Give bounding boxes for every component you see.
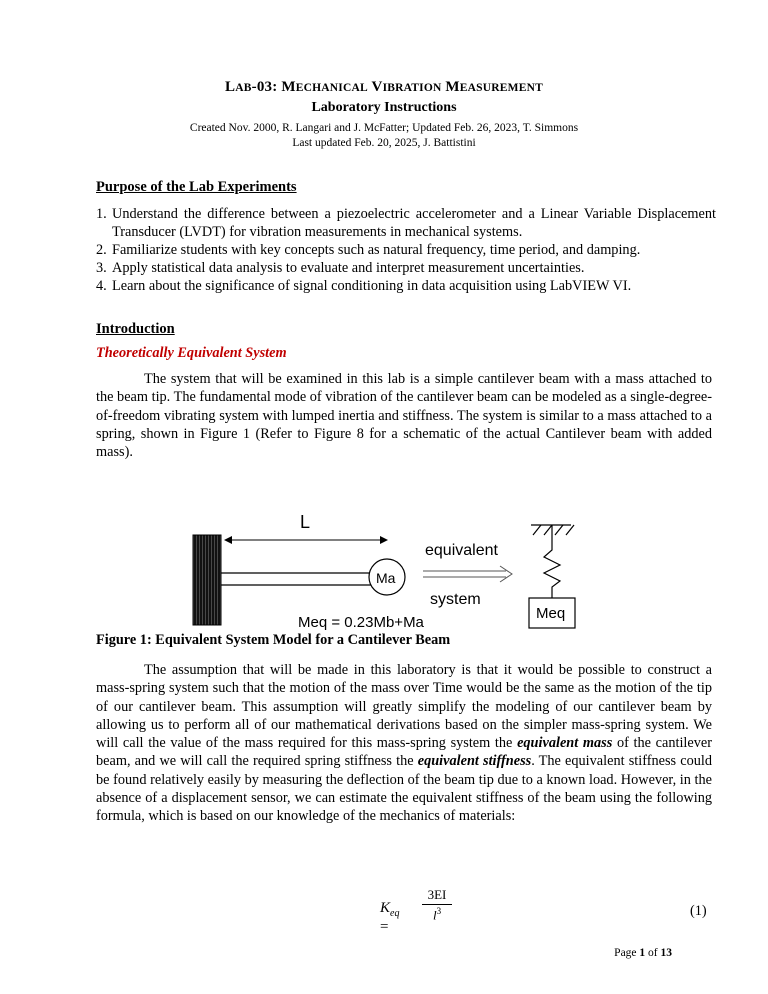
credit-line-1: Created Nov. 2000, R. Langari and J. McFatter; Updated Feb. 26, 2023, T. Simmons [189, 122, 579, 134]
paragraph-text: The assumption that will be made in this laboratory is that it would be possible to construct a mass-spring system such that the motion of the mass over Time would be the same as the motion of the tip of our cantilever beam. This assumption will greatly simplify the modeling of our cantilever beam by allowing us to perform all of our mathematical derivations based on the simpler mass-spring system. We will call the value of the mass required for this mass-spring system the [96, 662, 712, 752]
equation-numerator: 3EI [427, 887, 447, 902]
page-number: 1 [639, 947, 646, 959]
title-part: AB [235, 82, 252, 94]
term-equivalent-mass: equivalent mass [517, 735, 613, 752]
list-text: Learn about the significance of signal conditioning in data acquisition using LabVIEW VI. [112, 278, 632, 294]
equation-lhs [380, 900, 399, 936]
title-part: IBRATION [382, 82, 442, 94]
arrow-head-right [380, 536, 388, 544]
footer-text: of [645, 947, 661, 959]
title-part: ECHANICAL [295, 82, 368, 94]
title-part: M [441, 79, 460, 95]
subscript-eq: eq [390, 908, 400, 919]
list-item [96, 277, 716, 295]
ground-hatch [544, 525, 552, 535]
list-number: 4. [96, 278, 107, 294]
footer-text: Page [614, 947, 640, 959]
ground-hatch [555, 525, 563, 535]
length-label: L [300, 512, 311, 532]
term-equivalent-stiffness: equivalent stiffness [417, 753, 532, 770]
fraction-bar [422, 904, 452, 905]
paragraph-text: of the cantilever beam, and we will call the required spring stiffness the [96, 735, 712, 770]
arrow-head-left [224, 536, 232, 544]
list-item [96, 205, 716, 241]
paragraph-text: . The equivalent stiffness could be found relatively easily by measuring the deflection of the beam tip due to a known load. However, in the absence of a displacement sensor, we can estimate the equivalent stiffness of the beam using the following formula, which is based on our knowledge of the mechanics of materials: [96, 753, 712, 825]
figure-1-caption: Figure 1: Equivalent System Model for a Cantilever Beam [96, 632, 451, 648]
page-footer [614, 947, 672, 959]
title-part: -03: M [251, 79, 296, 95]
equivalent-mass-formula: Meq = 0.23Mb+Ma [298, 614, 424, 630]
intro-paragraph-2 [96, 661, 712, 826]
credit-line-2: Last updated Feb. 20, 2025, J. Battistini [292, 137, 476, 149]
denominator-base: l [432, 907, 437, 923]
list-number: 2. [96, 242, 107, 258]
equivalent-system-subheading: Theoretically Equivalent System [96, 345, 287, 361]
list-text: Understand the difference between a piezoelectric accelerometer and a Linear Variable Displacement Transducer (LVDT) for vibration measurements in mechanical systems. [112, 206, 716, 240]
list-number: 1. [96, 206, 107, 222]
fixed-wall [193, 535, 221, 625]
equation-denominator [422, 906, 452, 923]
equation-number: (1) [690, 903, 707, 919]
page-total: 13 [660, 947, 672, 959]
equivalent-label: equivalent [425, 542, 498, 559]
equivalent-mass-label: Meq [536, 605, 566, 622]
figure-equivalent-system [186, 505, 586, 630]
purpose-heading: Purpose of the Lab Experiments [96, 179, 297, 195]
list-text: Familiarize students with key concepts such as natural frequency, time period, and damping. [112, 242, 641, 258]
title-part: L [225, 79, 236, 95]
list-item [96, 241, 716, 259]
list-item [96, 259, 716, 277]
equals-sign: = [380, 919, 389, 935]
equation-fraction [422, 887, 452, 923]
symbol-k: K [380, 900, 391, 916]
denominator-exponent: 3 [436, 906, 442, 916]
purpose-list [96, 205, 716, 295]
document-title [0, 79, 768, 96]
ground-hatch [533, 525, 541, 535]
list-number: 3. [96, 260, 107, 276]
equivalence-arrow-head [500, 566, 512, 582]
tip-mass-label: Ma [376, 570, 396, 586]
ground-hatch [566, 525, 574, 535]
spring [544, 525, 560, 598]
document-subtitle: Laboratory Instructions [311, 100, 457, 115]
list-text: Apply statistical data analysis to evaluate and interpret measurement uncertainties. [112, 260, 585, 276]
title-part: V [367, 79, 383, 95]
title-part: EASUREMENT [459, 82, 543, 94]
introduction-heading: Introduction [96, 321, 175, 337]
system-label: system [430, 591, 481, 608]
intro-paragraph-1: The system that will be examined in this lab is a simple cantilever beam with a mass attached to the beam tip. The fundamental mode of vibration of the cantilever beam can be modeled as a single-degree-of-freedom vibrating system with lumped inertia and stiffness. The system is similar to a mass attached to a spring, shown in Figure 1 (Refer to Figure 8 for a schematic of the actual Cantilever beam with added mass). [96, 371, 712, 461]
